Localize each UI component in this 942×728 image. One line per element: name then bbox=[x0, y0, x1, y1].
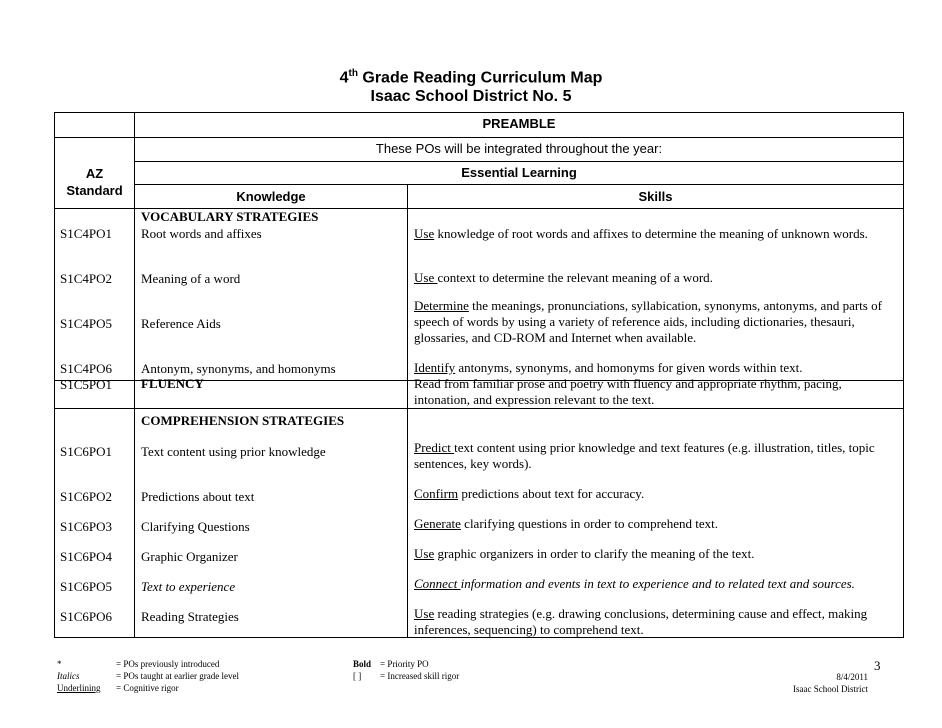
skill-verb: Use bbox=[414, 606, 435, 621]
skill-description: Generate clarifying questions in order to comprehend text. bbox=[414, 516, 718, 531]
preamble-heading: PREAMBLE bbox=[482, 116, 556, 131]
row-divider bbox=[54, 408, 904, 409]
footer-org: Isaac School District bbox=[793, 684, 868, 694]
legend-key: [ ] bbox=[353, 671, 362, 681]
skill-verb: Determine bbox=[414, 298, 469, 313]
skill-description: Use context to determine the relevant meaning of a word. bbox=[414, 270, 713, 285]
row-divider bbox=[134, 184, 904, 185]
legend-desc: = POs previously introduced bbox=[116, 659, 220, 669]
legend-key: Underlining bbox=[57, 683, 101, 693]
table-top-border bbox=[54, 112, 904, 113]
legend-desc: = Priority PO bbox=[380, 659, 429, 669]
skill-verb: Identify bbox=[414, 360, 456, 375]
section-heading-vocabulary: VOCABULARY STRATEGIES bbox=[141, 209, 319, 224]
legend-desc: = Cognitive rigor bbox=[116, 683, 179, 693]
skill-verb: Use bbox=[414, 226, 435, 241]
standard-code: S1C6PO5 bbox=[60, 579, 113, 594]
skill-verb: Use bbox=[414, 546, 435, 561]
skill-verb: Use bbox=[414, 270, 438, 285]
knowledge-item-fluency: FLUENCY bbox=[141, 376, 204, 391]
legend-desc: = POs taught at earlier grade level bbox=[116, 671, 240, 681]
az-standard-heading: AZ Standard bbox=[66, 166, 123, 198]
legend-key: Bold bbox=[353, 659, 372, 669]
knowledge-item: Text content using prior knowledge bbox=[141, 444, 326, 459]
knowledge-item: Meaning of a word bbox=[141, 271, 241, 286]
standard-code: S1C4PO6 bbox=[60, 361, 113, 376]
row-divider bbox=[54, 137, 904, 138]
legend-key: * bbox=[57, 659, 62, 669]
knowledge-heading: Knowledge bbox=[236, 189, 306, 204]
knowledge-item: Clarifying Questions bbox=[141, 519, 250, 534]
row-divider bbox=[134, 161, 904, 162]
integrated-note: These POs will be integrated throughout the year: bbox=[375, 141, 663, 156]
standard-code: S1C6PO6 bbox=[60, 609, 113, 624]
standard-code: S1C6PO4 bbox=[60, 549, 113, 564]
knowledge-item: Antonym, synonyms, and homonyms bbox=[141, 361, 336, 376]
standard-code: S1C4PO1 bbox=[60, 226, 113, 241]
document-title: 4th Grade Reading Curriculum Map bbox=[339, 68, 603, 87]
skills-heading: Skills bbox=[638, 189, 673, 204]
page-number: 3 bbox=[874, 658, 881, 673]
standard-code: S1C6PO2 bbox=[60, 489, 113, 504]
column-divider bbox=[407, 184, 408, 638]
skill-verb: Connect bbox=[414, 576, 461, 591]
district-name: Isaac School District No. 5 bbox=[370, 88, 572, 105]
skill-description: Identify antonyms, synonyms, and homonyms for given words within text. bbox=[414, 360, 803, 375]
skill-verb: Confirm bbox=[414, 486, 459, 501]
knowledge-item: Predictions about text bbox=[141, 489, 255, 504]
table-right-border bbox=[903, 112, 904, 638]
knowledge-item: Reading Strategies bbox=[141, 609, 239, 624]
skill-description: Connect information and events in text to experience and to related text and sources. bbox=[414, 576, 855, 591]
footer-date: 8/4/2011 bbox=[836, 672, 868, 682]
skill-description: Use reading strategies (e.g. drawing conclusions, determining cause and effect, making inferences, sequencing) to comprehend text. bbox=[414, 606, 868, 637]
standard-code: S1C6PO3 bbox=[60, 519, 113, 534]
standard-code: S1C5PO1 bbox=[60, 377, 113, 392]
standard-code: S1C4PO5 bbox=[60, 316, 113, 331]
knowledge-item: Text to experience bbox=[141, 579, 236, 594]
essential-learning-heading: Essential Learning bbox=[461, 165, 577, 180]
skill-description: Determine the meanings, pronunciations, syllabication, synonyms, antonyms, and parts of speech of words by using a variety of reference aids, including dictionaries, thesauri, glossaries, and CD-ROM and Internet when available. bbox=[414, 298, 882, 345]
skill-verb: Predict bbox=[414, 440, 455, 455]
knowledge-item: Graphic Organizer bbox=[141, 549, 238, 564]
skill-description: Predict text content using prior knowledge and text features (e.g. illustration, titles, topic sentences, key words). bbox=[414, 440, 875, 471]
section-heading-comprehension: COMPREHENSION STRATEGIES bbox=[141, 413, 345, 428]
skill-description: Use knowledge of root words and affixes to determine the meaning of unknown words. bbox=[414, 226, 868, 241]
legend-key: Italics bbox=[57, 671, 80, 681]
knowledge-item: Reference Aids bbox=[141, 316, 221, 331]
skill-description: Use graphic organizers in order to clarify the meaning of the text. bbox=[414, 546, 755, 561]
knowledge-item: Root words and affixes bbox=[141, 226, 262, 241]
standard-code: S1C4PO2 bbox=[60, 271, 113, 286]
legend-desc: = Increased skill rigor bbox=[380, 671, 460, 681]
skill-description: Read from familiar prose and poetry with fluency and appropriate rhythm, pacing, intonation, and expression relevant to the text. bbox=[414, 376, 842, 407]
skill-verb: Generate bbox=[414, 516, 461, 531]
skill-description: Confirm predictions about text for accuracy. bbox=[414, 486, 645, 501]
standard-code: S1C6PO1 bbox=[60, 444, 113, 459]
